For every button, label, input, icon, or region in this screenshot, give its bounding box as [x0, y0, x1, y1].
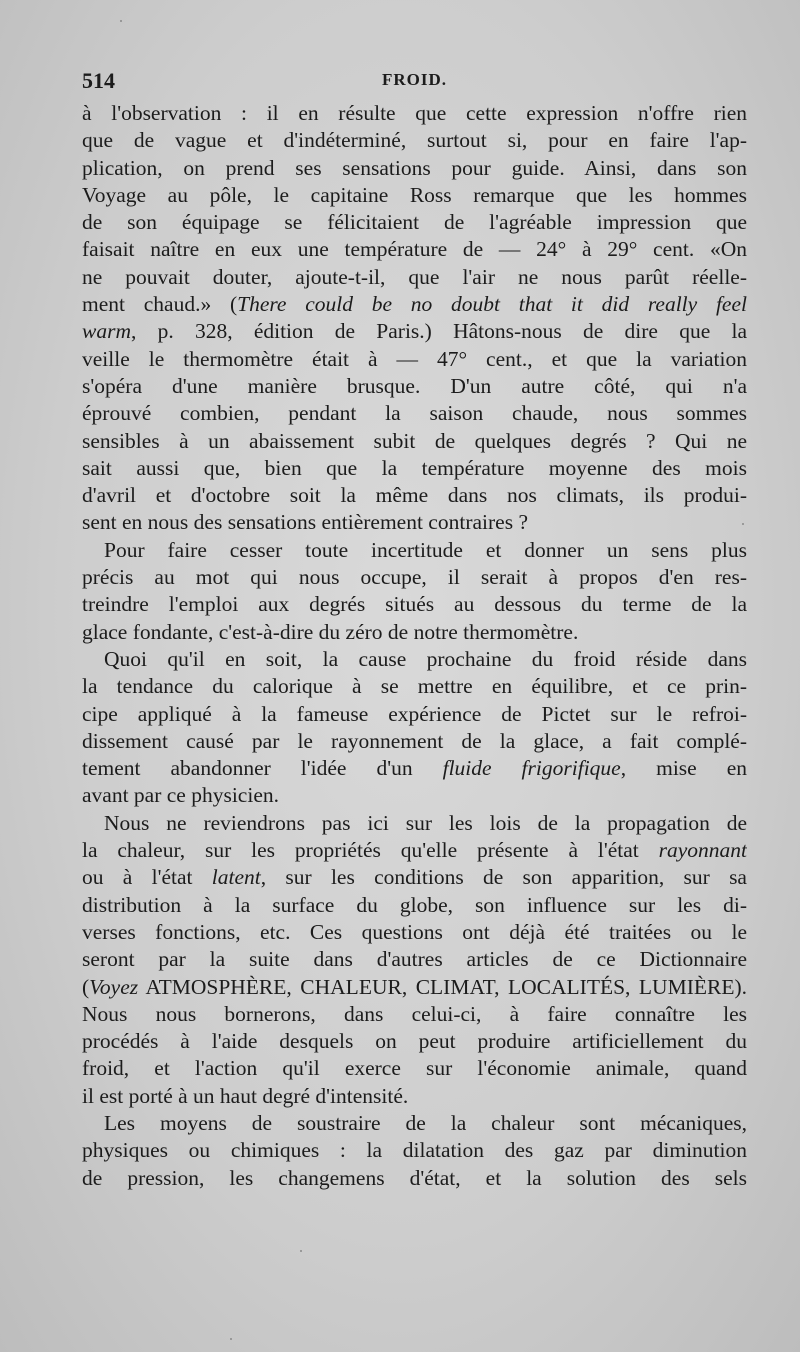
text-line: avant par ce physicien.: [82, 783, 279, 808]
text-line: d'avril et d'octobre soit la même dans nos climats, ils produi-: [82, 483, 747, 508]
text-line: ment chaud.» (There could be no doubt that it did really feel: [82, 292, 747, 317]
text-line: treindre l'emploi aux degrés situés au dessous du terme de la: [82, 592, 747, 617]
text-line: la chaleur, sur les propriétés qu'elle présente à l'état rayonnant: [82, 838, 747, 863]
text-line: plication, on prend ses sensations pour guide. Ainsi, dans son: [82, 155, 747, 180]
text-line: sensibles à un abaissement subit de quelques degrés ? Qui ne: [82, 428, 747, 453]
running-title: FROID.: [381, 70, 448, 89]
paper-speck: [300, 1250, 302, 1252]
text-line: warm, p. 328, édition de Paris.) Hâtons-nous de dire que la: [82, 319, 747, 344]
page-number: 514: [82, 68, 115, 93]
text-line: verses fonctions, etc. Ces questions ont déjà été traitées ou le: [82, 919, 747, 944]
text-line: Les moyens de soustraire de la chaleur sont mécaniques,: [104, 1110, 747, 1135]
text-line: Nous ne reviendrons pas ici sur les lois de la propagation de: [104, 810, 747, 835]
page-header: [82, 68, 747, 94]
text-line: il est porté à un haut degré d'intensité.: [82, 1083, 409, 1108]
text-line: Pour faire cesser toute incertitude et donner un sens plus: [104, 537, 747, 562]
text-line: Quoi qu'il en soit, la cause prochaine du froid réside dans: [104, 646, 747, 671]
text-line: cipe appliqué à la fameuse expérience de Pictet sur le refroi-: [82, 701, 747, 726]
text-line: la tendance du calorique à se mettre en équilibre, et ce prin-: [82, 674, 747, 699]
text-line: Voyage au pôle, le capitaine Ross remarque que les hommes: [82, 182, 747, 207]
text-line: sent en nous des sensations entièrement contraires ?: [82, 510, 528, 535]
text-line: éprouvé combien, pendant la saison chaude, nous sommes: [82, 401, 747, 426]
text-line: glace fondante, c'est-à-dire du zéro de notre thermomètre.: [82, 619, 579, 644]
paper-speck: [120, 20, 122, 22]
text-line: distribution à la surface du globe, son influence sur les di-: [82, 892, 747, 917]
text-line: dissement causé par le rayonnement de la glace, a fait complé-: [82, 728, 747, 753]
text-line: ne pouvait douter, ajoute-t-il, que l'air ne nous parût réelle-: [82, 264, 747, 289]
paper-speck: [230, 1338, 232, 1340]
text-line: procédés à l'aide desquels on peut produire artificiellement du: [82, 1029, 747, 1054]
text-line: froid, et l'action qu'il exerce sur l'économie animale, quand: [82, 1056, 747, 1081]
text-line: ou à l'état latent, sur les conditions de son apparition, sur sa: [82, 865, 747, 890]
text-line: tement abandonner l'idée d'un fluide frigorifique, mise en: [82, 756, 747, 781]
text-line: seront par la suite dans d'autres articles de ce Dictionnaire: [82, 947, 747, 972]
text-line: physiques ou chimiques : la dilatation des gaz par diminution: [82, 1138, 747, 1163]
text-line: s'opéra d'une manière brusque. D'un autre côté, qui n'a: [82, 373, 747, 398]
text-line: à l'observation : il en résulte que cette expression n'offre rien: [82, 101, 747, 125]
text-line: de son équipage se félicitaient de l'agréable impression que: [82, 210, 747, 235]
body-text: [82, 100, 747, 1192]
text-line: Nous nous bornerons, dans celui-ci, à faire connaître les: [82, 1001, 747, 1026]
text-line: sait aussi que, bien que la température moyenne des mois: [82, 455, 747, 480]
text-line: de pression, les changemens d'état, et la solution des sels: [82, 1165, 747, 1190]
text-line: veille le thermomètre était à — 47° cent., et que la variation: [82, 346, 747, 371]
text-line: (Voyez ATMOSPHÈRE, CHALEUR, CLIMAT, LOCALITÉS, LUMIÈRE).: [82, 974, 747, 999]
text-line: que de vague et d'indéterminé, surtout si, pour en faire l'ap-: [82, 128, 747, 153]
text-line: faisait naître en eux une température de — 24° à 29° cent. «On: [82, 237, 747, 262]
paper-speck: [742, 523, 744, 525]
text-line: précis au mot qui nous occupe, il serait à propos d'en res-: [82, 565, 747, 590]
